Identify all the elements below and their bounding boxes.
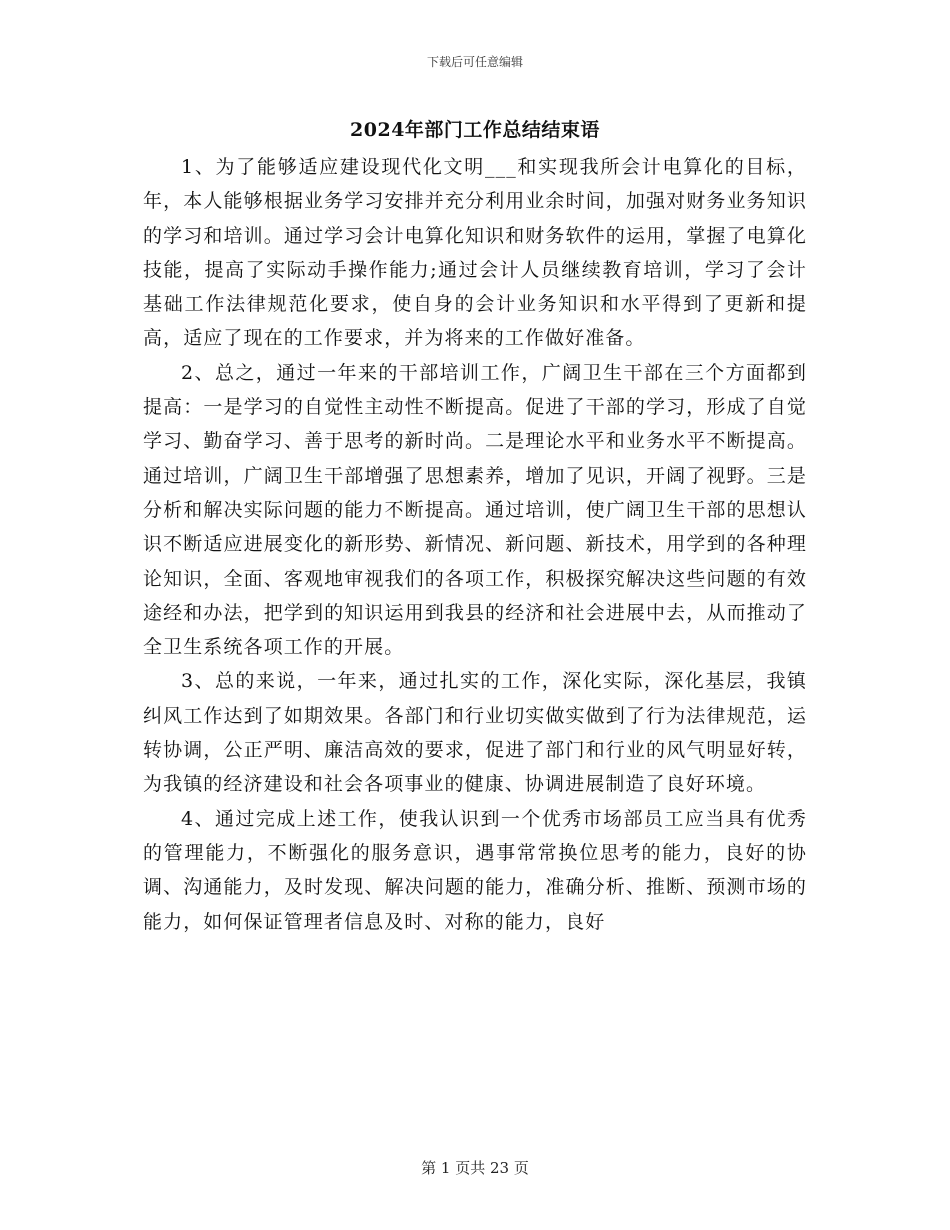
paragraph-1: 1、为了能够适应建设现代化文明___和实现我所会计电算化的目标，年，本人能够根据业务学习安排并充分利用业余时间，加强对财务业务知识的学习和培训。通过学习会计电算化知识和财务软件的运用，掌握了电算化技能，提高了实际动手操作能力;通过会计人员继续教育培训，学习了会计基础工作法律规范化要求，使自身的会计业务知识和水平得到了更新和提高，适应了现在的工作要求，并为将来的工作做好准备。	[143, 156, 807, 350]
paragraph-4: 4、通过完成上述工作，使我认识到一个优秀市场部员工应当具有优秀的管理能力，不断强化的服务意识，遇事常常换位思考的能力，良好的协调、沟通能力，及时发现、解决问题的能力，准确分析、推断、预测市场的能力，如何保证管理者信息及时、对称的能力，良好	[143, 807, 807, 933]
document-body	[143, 150, 807, 939]
paragraph-3: 3、总的来说，一年来，通过扎实的工作，深化实际，深化基层，我镇纠风工作达到了如期效果。各部门和行业切实做实做到了行为法律规范，运转协调，公正严明、廉洁高效的要求，促进了部门和行业的风气明显好转，为我镇的经济建设和社会各项事业的健康、协调进展制造了良好环境。	[143, 670, 807, 796]
paragraph-2: 2、总之，通过一年来的干部培训工作，广阔卫生干部在三个方面都到提高：一是学习的自觉性主动性不断提高。促进了干部的学习，形成了自觉学习、勤奋学习、善于思考的新时尚。二是理论水平和业务水平不断提高。通过培训，广阔卫生干部增强了思想素养，增加了见识，开阔了视野。三是分析和解决实际问题的能力不断提高。通过培训，使广阔卫生干部的思想认识不断适应进展变化的新形势、新情况、新问题、新技术，用学到的各种理论知识，全面、客观地审视我们的各项工作，积极探究解决这些问题的有效途经和办法，把学到的知识运用到我县的经济和社会进展中去，从而推动了全卫生系统各项工作的开展。	[143, 361, 807, 659]
document-title: 2024年部门工作总结结束语	[350, 119, 600, 141]
header-note: 下载后可任意编辑	[426, 55, 523, 69]
page-number: 第 1 页共 23 页	[421, 1159, 529, 1177]
